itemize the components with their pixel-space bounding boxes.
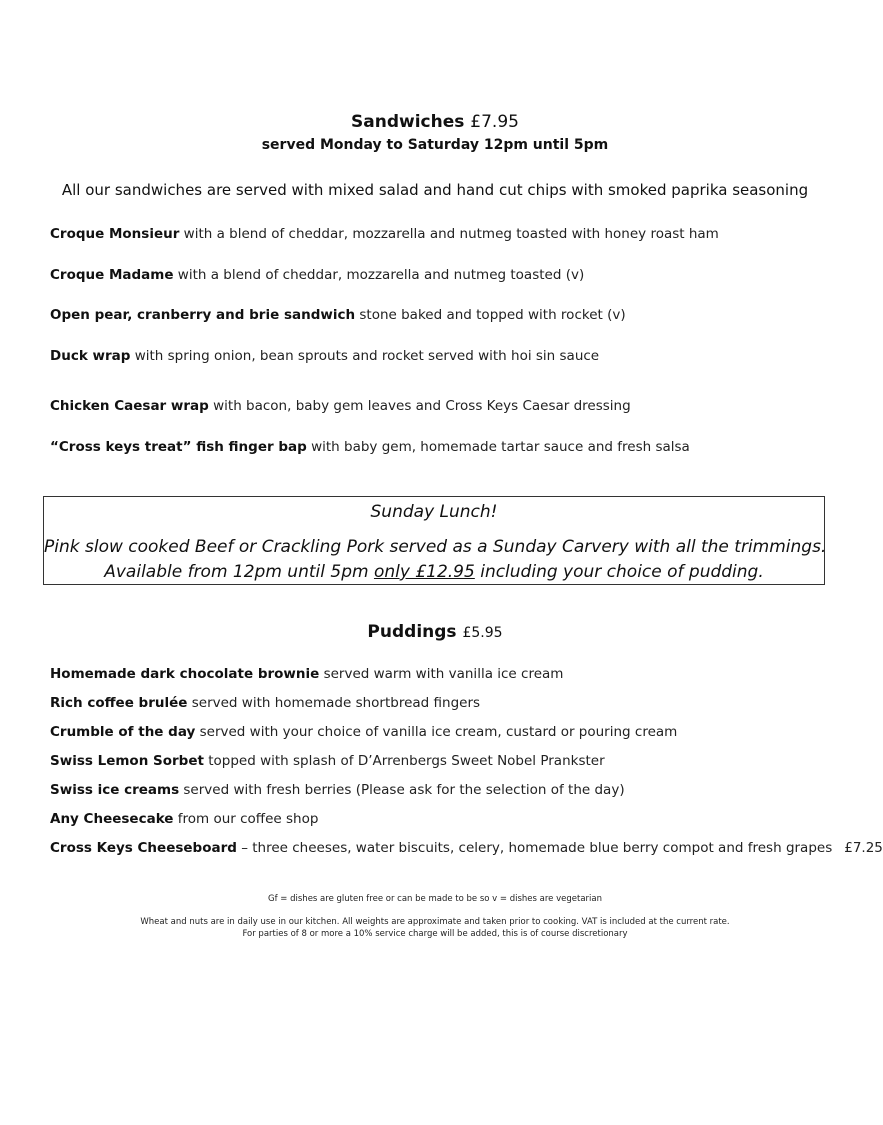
sandwich-name: Croque Monsieur xyxy=(50,226,180,242)
pudding-desc: served warm with vanilla ice cream xyxy=(319,666,564,682)
pudding-item xyxy=(50,666,563,682)
sunday-price: only £12.95 xyxy=(373,562,475,582)
footer-service-charge-note: For parties of 8 or more a 10% service charge will be added, this is of course discretionary xyxy=(242,929,628,939)
sandwich-item xyxy=(50,398,631,414)
pudding-name: Crumble of the day xyxy=(50,724,196,740)
sandwich-name: Chicken Caesar wrap xyxy=(50,398,209,414)
pudding-item xyxy=(50,753,605,769)
sandwich-item xyxy=(50,226,719,242)
sandwiches-price: £7.95 xyxy=(470,112,519,132)
puddings-title: Puddings xyxy=(367,622,457,642)
sandwich-desc: with spring onion, bean sprouts and rocket served with hoi sin sauce xyxy=(130,348,600,364)
pudding-item xyxy=(50,695,480,711)
pudding-extra-price: £7.25 xyxy=(844,840,883,856)
sandwiches-intro: All our sandwiches are served with mixed salad and hand cut chips with smoked paprika seasoning xyxy=(61,181,809,199)
pudding-desc: from our coffee shop xyxy=(173,811,319,827)
sunday-title: Sunday Lunch! xyxy=(370,502,498,522)
pudding-item xyxy=(50,811,318,827)
sandwich-item xyxy=(50,307,626,323)
sandwiches-heading xyxy=(0,112,870,132)
sunday-line-2-start: Available from 12pm until 5pm xyxy=(104,562,374,582)
sandwich-desc: stone baked and topped with rocket (v) xyxy=(355,307,626,323)
sunday-lunch-box xyxy=(43,496,825,585)
pudding-desc: served with fresh berries (Please ask for the selection of the day) xyxy=(179,782,625,798)
pudding-desc: – three cheeses, water biscuits, celery, homemade blue berry compot and fresh grapes xyxy=(236,840,833,856)
sandwich-name: “Cross keys treat” fish finger bap xyxy=(50,439,307,455)
pudding-desc: served with homemade shortbread fingers xyxy=(187,695,481,711)
pudding-item xyxy=(50,782,625,798)
pudding-desc: served with your choice of vanilla ice cream, custard or pouring cream xyxy=(195,724,678,740)
sandwich-name: Croque Madame xyxy=(50,267,174,283)
sandwich-desc: with a blend of cheddar, mozzarella and nutmeg toasted (v) xyxy=(173,267,585,283)
sandwich-item xyxy=(50,439,690,455)
sandwich-desc: with baby gem, homemade tartar sauce and fresh salsa xyxy=(306,439,690,455)
sunday-line-1: Pink slow cooked Beef or Crackling Pork served as a Sunday Carvery with all the trimmings. xyxy=(44,537,827,557)
pudding-name: Cross Keys Cheeseboard xyxy=(50,840,237,856)
sandwiches-subtitle: served Monday to Saturday 12pm until 5pm xyxy=(261,137,609,153)
sandwich-desc: with a blend of cheddar, mozzarella and nutmeg toasted with honey roast ham xyxy=(179,226,719,242)
pudding-desc: topped with splash of D’Arrenbergs Sweet Nobel Prankster xyxy=(203,753,605,769)
footer-allergen-note: Wheat and nuts are in daily use in our kitchen. All weights are approximate and taken prior to cooking. VAT is included at the current rate. xyxy=(140,917,730,927)
pudding-name: Rich coffee brulée xyxy=(50,695,188,711)
puddings-heading xyxy=(0,622,870,642)
pudding-item xyxy=(50,840,883,856)
pudding-item xyxy=(50,724,677,740)
sandwiches-title: Sandwiches xyxy=(351,112,465,132)
footer-dietary-note: Gf = dishes are gluten free or can be made to be so v = dishes are vegetarian xyxy=(268,894,602,904)
sandwich-desc: with bacon, baby gem leaves and Cross Keys Caesar dressing xyxy=(208,398,631,414)
puddings-price: £5.95 xyxy=(462,625,503,641)
pudding-name: Swiss ice creams xyxy=(50,782,180,798)
sandwich-name: Open pear, cranberry and brie sandwich xyxy=(50,307,356,323)
sandwich-name: Duck wrap xyxy=(50,348,131,364)
pudding-name: Any Cheesecake xyxy=(50,811,174,827)
sandwich-item xyxy=(50,348,599,364)
sunday-line-2 xyxy=(44,562,824,582)
pudding-name: Homemade dark chocolate brownie xyxy=(50,666,320,682)
pudding-name: Swiss Lemon Sorbet xyxy=(50,753,204,769)
sandwich-item xyxy=(50,267,584,283)
sunday-line-2-end: including your choice of pudding. xyxy=(474,562,764,582)
